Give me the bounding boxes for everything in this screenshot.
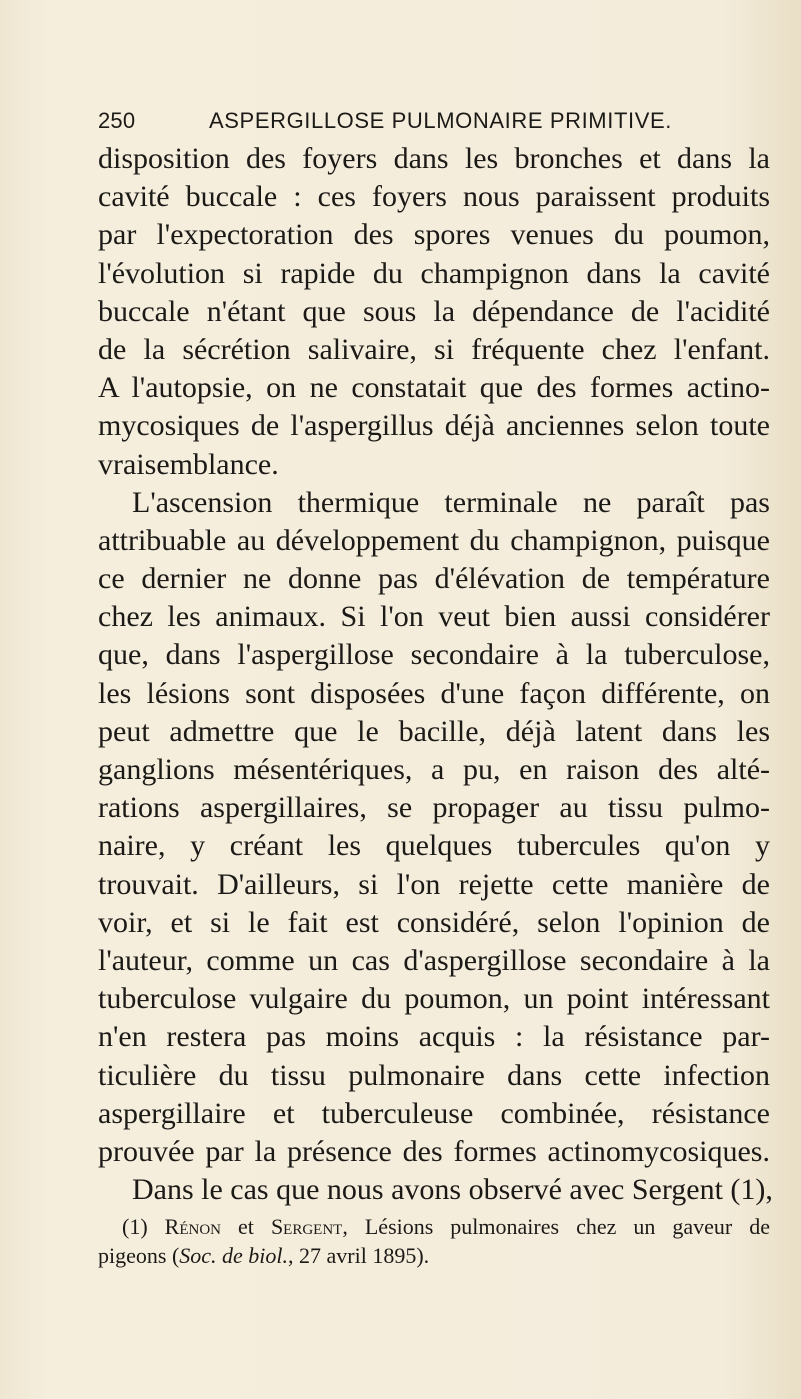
footnote-text: pigeons ( (98, 1243, 180, 1268)
text-line: de la sécrétion salivaire, si fréquente chez l'enfant. (98, 332, 770, 366)
text-line: A l'autopsie, on ne constatait que des formes actino- (98, 371, 770, 405)
paragraph-start-line: L'ascension thermique terminale ne paraît pas (132, 485, 770, 519)
text-line: les lésions sont disposées d'une façon différente, on (98, 676, 770, 710)
text-line: mycosiques de l'aspergillus déjà anciennes selon toute (98, 409, 770, 443)
text-line: trouvait. D'ailleurs, si l'on rejette cette manière de (98, 867, 770, 901)
footnote-title: Lésions pulmonaires chez un gaveur de (364, 1214, 771, 1239)
text-line: buccale n'étant que sous la dépendance de l'acidité (98, 294, 770, 328)
text-line: attribuable au développement du champignon, puisque (98, 523, 770, 557)
text-line: chez les animaux. Si l'on veut bien aussi considérer (98, 600, 770, 634)
text-line: peut admettre que le bacille, déjà latent dans les (98, 714, 770, 748)
footnote-marker: (1) (122, 1214, 148, 1239)
footnote-journal: Soc. de biol. (179, 1243, 289, 1268)
text-line: l'évolution si rapide du champignon dans la cavité (98, 256, 770, 290)
text-line: l'auteur, comme un cas d'aspergillose secondaire à la (98, 943, 770, 977)
footnote-conjunction: et (238, 1214, 254, 1239)
footnote-text: , 27 avril 1895). (288, 1243, 430, 1268)
footnote-line (98, 1212, 770, 1241)
text-line: ticulière du tissu pulmonaire dans cette infection (98, 1058, 770, 1092)
body-text (98, 140, 773, 1209)
text-line: cavité buccale : ces foyers nous paraissent produits (98, 180, 770, 214)
footnote (98, 1212, 770, 1270)
text-line: prouvée par la présence des formes actinomycosiques. (98, 1134, 770, 1168)
text-line: ce dernier ne donne pas d'élévation de température (98, 562, 770, 596)
text-line: que, dans l'aspergillose secondaire à la tuberculose, (98, 638, 770, 672)
paragraph-start-line: Dans le cas que nous avons observé avec Sergent (1), (132, 1173, 773, 1207)
text-line: ganglions mésentériques, a pu, en raison des alté- (98, 753, 770, 786)
text-line: aspergillaire et tuberculeuse combinée, résistance (98, 1096, 770, 1130)
footnote-line (98, 1241, 770, 1270)
text-line: naire, y créant les quelques tubercules qu'on y (98, 829, 770, 863)
text-line: n'en restera pas moins acquis : la résistance par- (98, 1020, 770, 1054)
page-number: 250 (98, 108, 136, 133)
footnote-author: Sergent, (270, 1214, 348, 1239)
text-line: voir, et si le fait est considéré, selon l'opinion de (98, 905, 770, 939)
text-line: rations aspergillaires, se propager au tissu pulmo- (98, 791, 770, 825)
running-title: ASPERGILLOSE PULMONAIRE PRIMITIVE. (209, 108, 672, 133)
text-line: tuberculose vulgaire du poumon, un point intéressant (98, 982, 770, 1016)
text-line: disposition des foyers dans les bronches et dans la (98, 142, 770, 175)
text-line: par l'expectoration des spores venues du poumon, (98, 218, 770, 252)
footnote-author: Rénon (164, 1214, 222, 1239)
text-line: vraisemblance. (98, 447, 279, 481)
page-header (98, 108, 758, 138)
